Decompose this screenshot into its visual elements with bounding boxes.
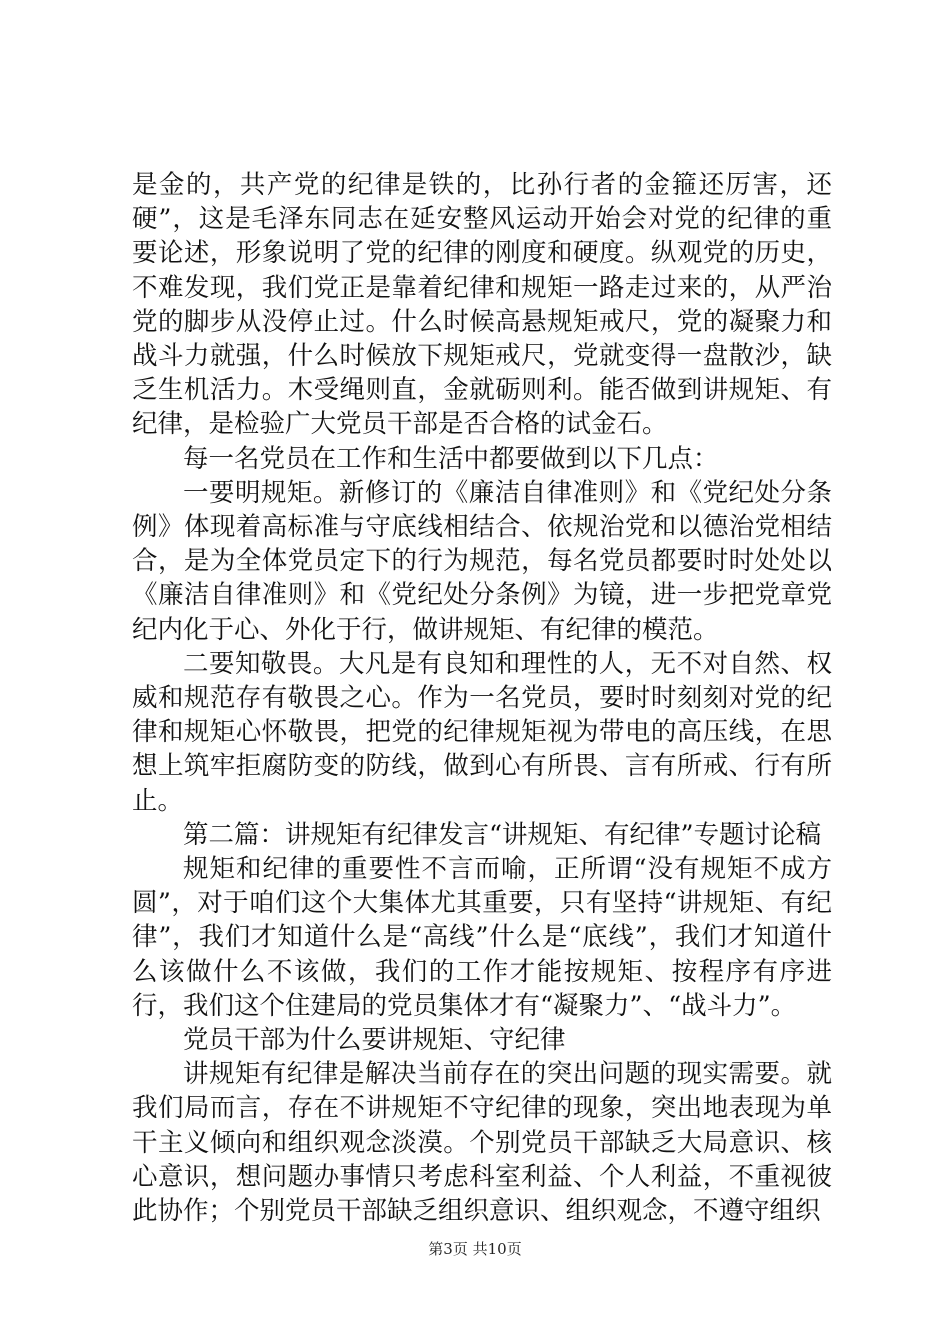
section-heading-part-two: 第二篇：讲规矩有纪律发言“讲规矩、有纪律”专题讨论稿 bbox=[183, 819, 822, 850]
paragraph-point-two: 二要知敬畏。大凡是有良知和理性的人，无不对自然、权威和规范存有敬畏之心。作为一名党员，要时时刻刻对党的纪律和规矩心怀敬畏，把党的纪律规矩视为带电的高压线，在思想上筑牢拒腐防变的防线，做到心有所畏、言有所戒、行有所止。 bbox=[132, 648, 832, 816]
paragraph-intro-points: 每一名党员在工作和生活中都要做到以下几点： bbox=[183, 443, 719, 474]
paragraph-point-one: 一要明规矩。新修订的《廉洁自律准则》和《党纪处分条例》体现着高标准与守底线相结合、依规治党和以德治党相结合，是为全体党员定下的行为规范，每名党员都要时时处处以《廉洁自律准则》和《党纪处分条例》为镜，进一步把党章党纪内化于心、外化于行，做讲规矩、有纪律的模范。 bbox=[132, 477, 832, 645]
page-number-footer: 第3页 共10页 bbox=[428, 1240, 522, 1258]
paragraph-continued: 是金的，共产党的纪律是铁的，比孙行者的金箍还厉害，还硬”，这是毛泽东同志在延安整风运动开始会对党的纪律的重要论述，形象说明了党的纪律的刚度和硬度。纵观党的历史，不难发现，我们党正是靠着纪律和规矩一路走过来的，从严治党的脚步从没停止过。什么时候高悬规矩戒尺，党的凝聚力和战斗力就强，什么时候放下规矩戒尺，党就变得一盘散沙，缺乏生机活力。木受绳则直，金就砺则利。能否做到讲规矩、有纪律，是检验广大党员干部是否合格的试金石。 bbox=[132, 170, 832, 440]
body-text bbox=[132, 168, 832, 1228]
subheading-why-rules: 党员干部为什么要讲规矩、守纪律 bbox=[183, 1025, 566, 1056]
paragraph-current-problems: 讲规矩有纪律是解决当前存在的突出问题的现实需要。就我们局而言，存在不讲规矩不守纪律的现象，突出地表现为单干主义倾向和组织观念淡漠。个别党员干部缺乏大局意识、核心意识，想问题办事情只考虑科室利益、个人利益，不重视彼此协作；个别党员干部缺乏组织意识、组织观念，不遵守组织 bbox=[132, 1059, 832, 1227]
paragraph-rules-importance: 规矩和纪律的重要性不言而喻，正所谓“没有规矩不成方圆”，对于咱们这个大集体尤其重要，只有坚持“讲规矩、有纪律”，我们才知道什么是“高线”什么是“底线”，我们才知道什么该做什么不该做，我们的工作才能按规矩、按程序有序进行，我们这个住建局的党员集体才有“凝聚力”、“战斗力”。 bbox=[132, 854, 832, 1021]
